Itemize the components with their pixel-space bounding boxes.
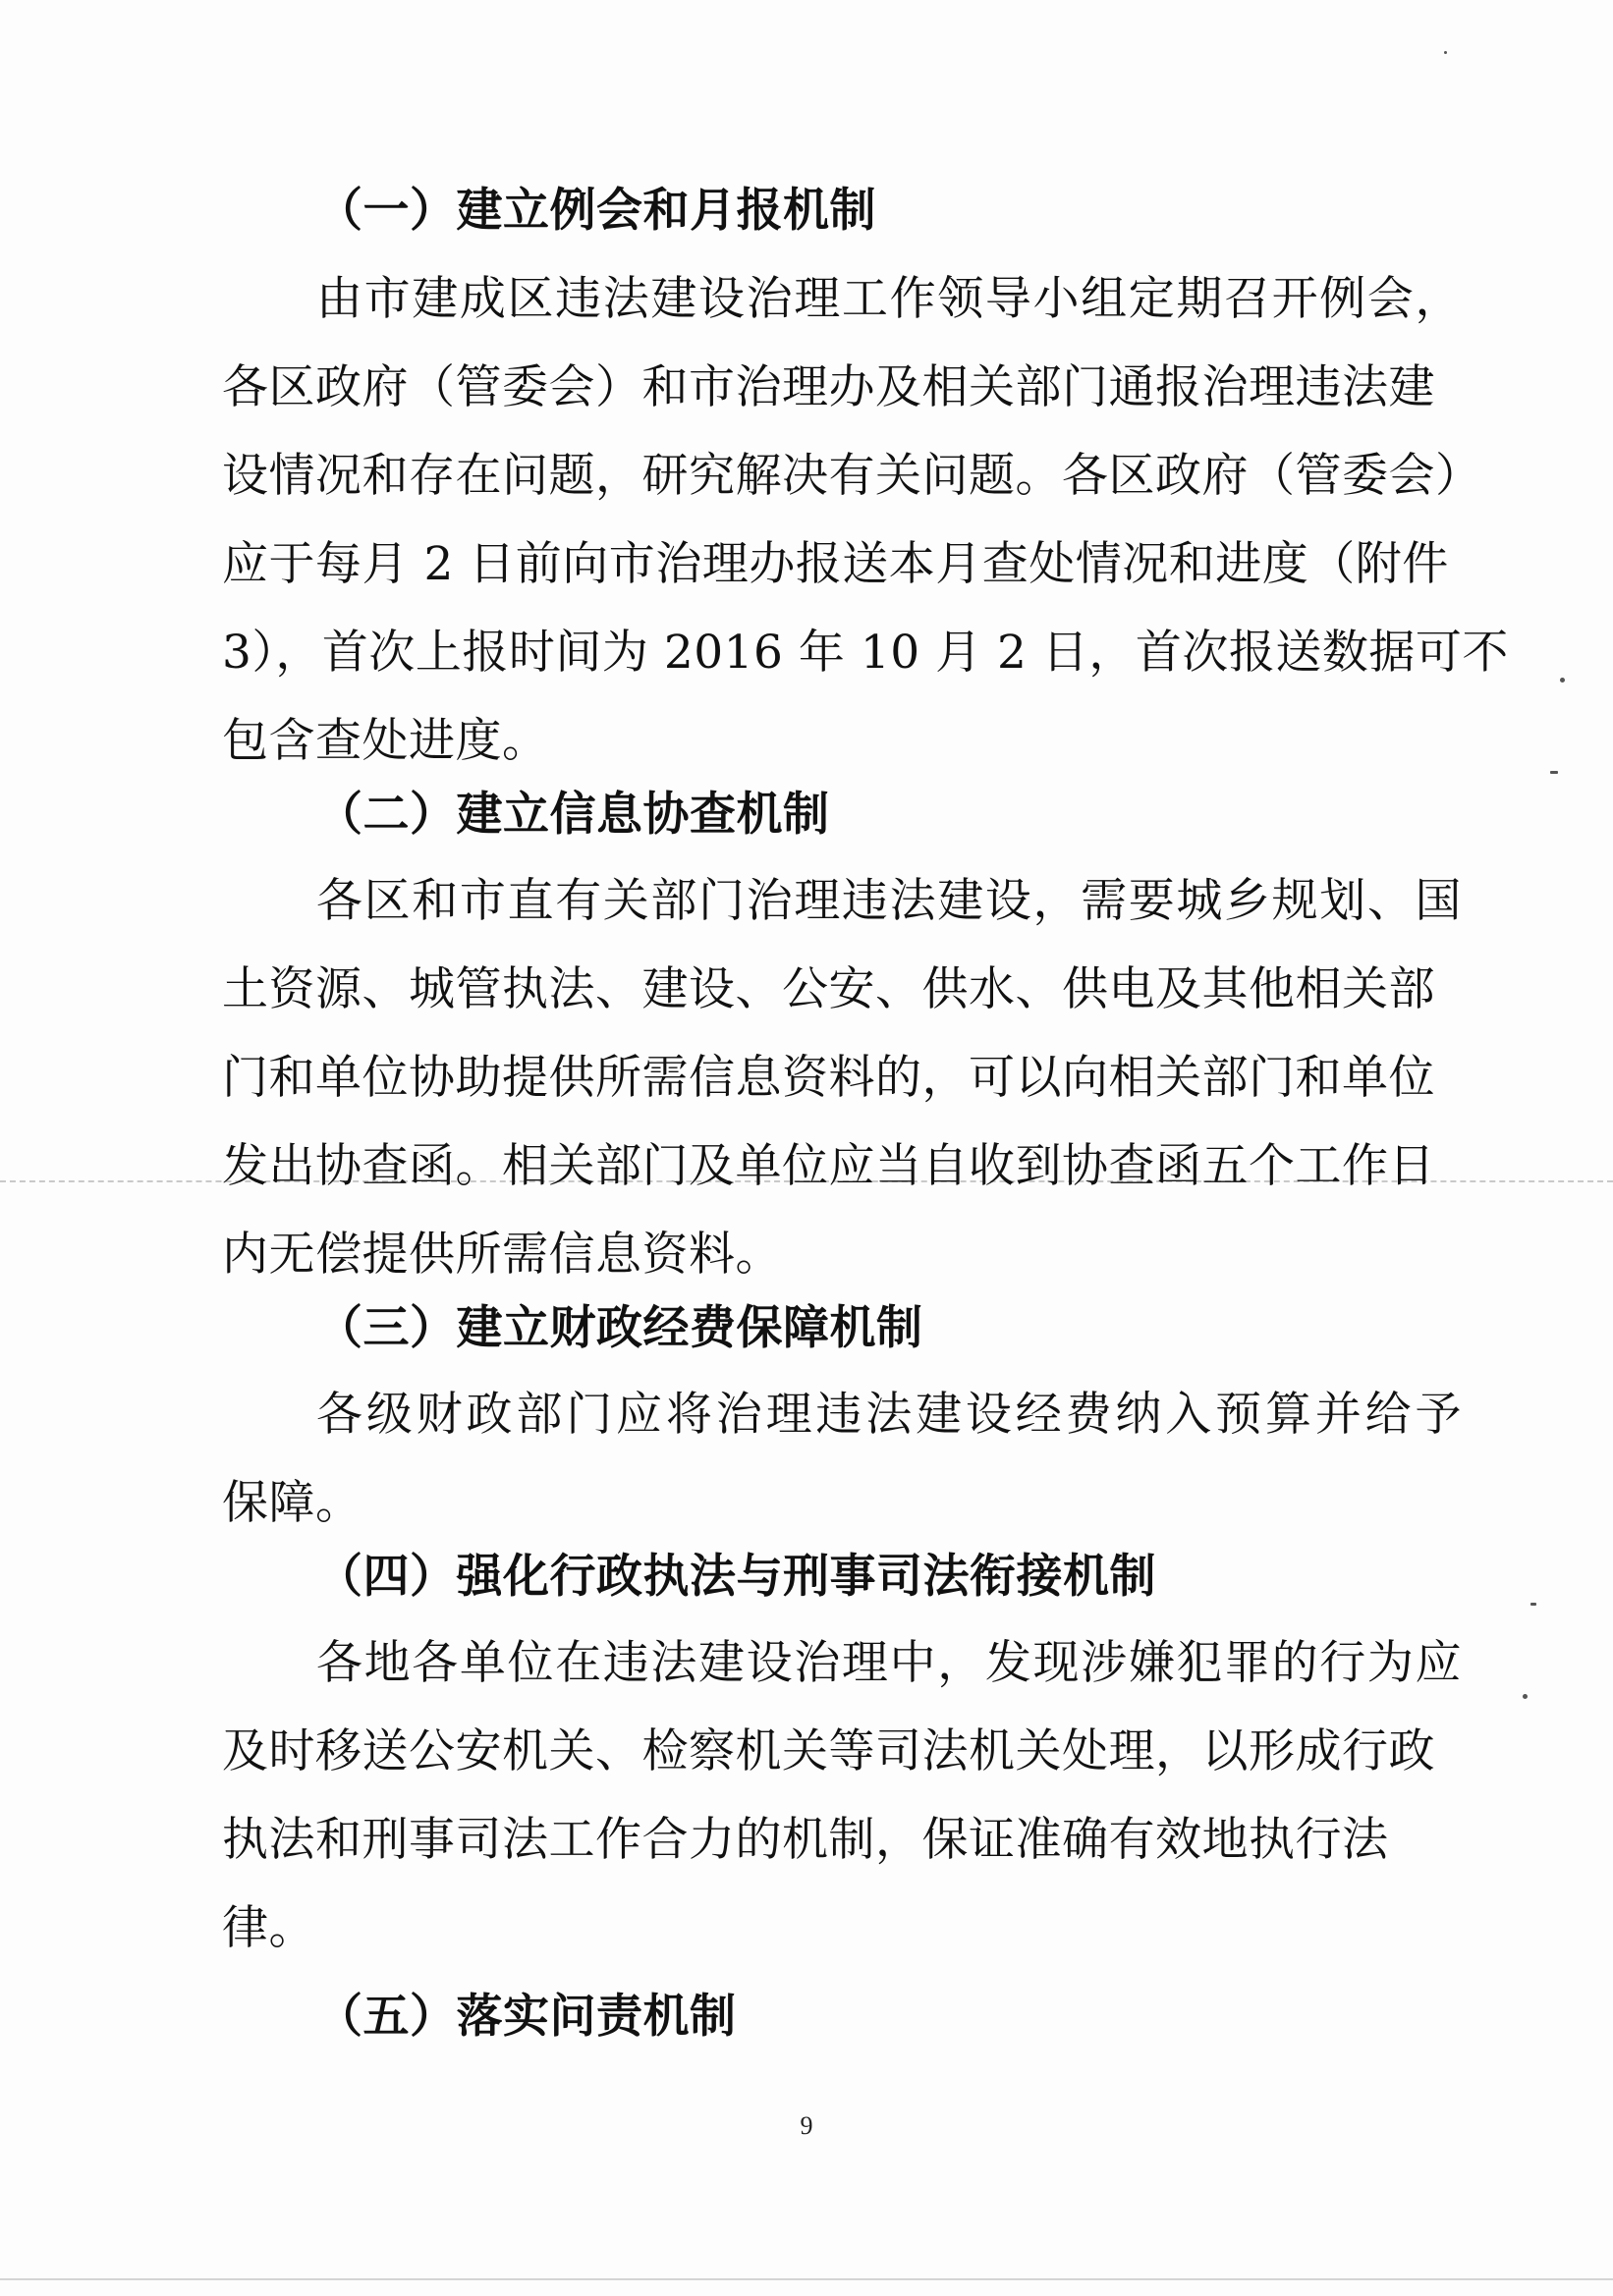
paragraph-line: 由市建成区违法建设治理工作领导小组定期召开例会， [316, 272, 1462, 326]
section-heading-5: （五）落实问责机制 [316, 1990, 737, 2044]
paragraph-line: 各区和市直有关部门治理违法建设，需要城乡规划、国 [316, 874, 1462, 928]
section-heading-4: （四）强化行政执法与刑事司法衔接机制 [316, 1550, 1156, 1604]
scan-speck [1523, 1694, 1528, 1699]
paragraph-line: 各区政府（管委会）和市治理办及相关部门通报治理违法建 [222, 360, 1435, 414]
section-heading-3: （三）建立财政经费保障机制 [316, 1301, 923, 1355]
paragraph-line: 发出协查函。相关部门及单位应当自收到协查函五个工作日 [222, 1139, 1435, 1193]
paragraph-line: 设情况和存在问题，研究解决有关问题。各区政府（管委会） [222, 449, 1482, 503]
scan-speck [1560, 678, 1565, 683]
paragraph-line: 门和单位协助提供所需信息资料的，可以向相关部门和单位 [222, 1051, 1435, 1105]
paragraph-line: 执法和刑事司法工作合力的机制，保证准确有效地执行法 [222, 1813, 1389, 1867]
paragraph-line: 各地各单位在违法建设治理中，发现涉嫌犯罪的行为应 [316, 1636, 1462, 1690]
paragraph-line: 3），首次上报时间为 2016 年 10 月 2 日，首次报送数据可不 [222, 626, 1509, 680]
scan-speck [1550, 771, 1558, 774]
paragraph-line: 应于每月 2 日前向市治理办报送本月查处情况和进度（附件 [222, 537, 1449, 591]
paragraph-line: 包含查处进度。 [222, 714, 549, 768]
paragraph-line: 内无偿提供所需信息资料。 [222, 1228, 782, 1282]
section-heading-2: （二）建立信息协查机制 [316, 788, 830, 842]
paragraph-line: 及时移送公安机关、检察机关等司法机关处理，以形成行政 [222, 1724, 1435, 1778]
paragraph-line: 保障。 [222, 1476, 362, 1530]
page-number: 9 [800, 2111, 813, 2140]
paragraph-line: 各级财政部门应将治理违法建设经费纳入预算并给予 [316, 1388, 1462, 1442]
paragraph-line: 律。 [222, 1901, 315, 1955]
scan-speck [1530, 1603, 1536, 1606]
paragraph-line: 土资源、城管执法、建设、公安、供水、供电及其他相关部 [222, 962, 1435, 1016]
scan-speck [1444, 51, 1447, 54]
bottom-edge-line [0, 2278, 1613, 2280]
section-heading-1: （一）建立例会和月报机制 [316, 184, 876, 238]
